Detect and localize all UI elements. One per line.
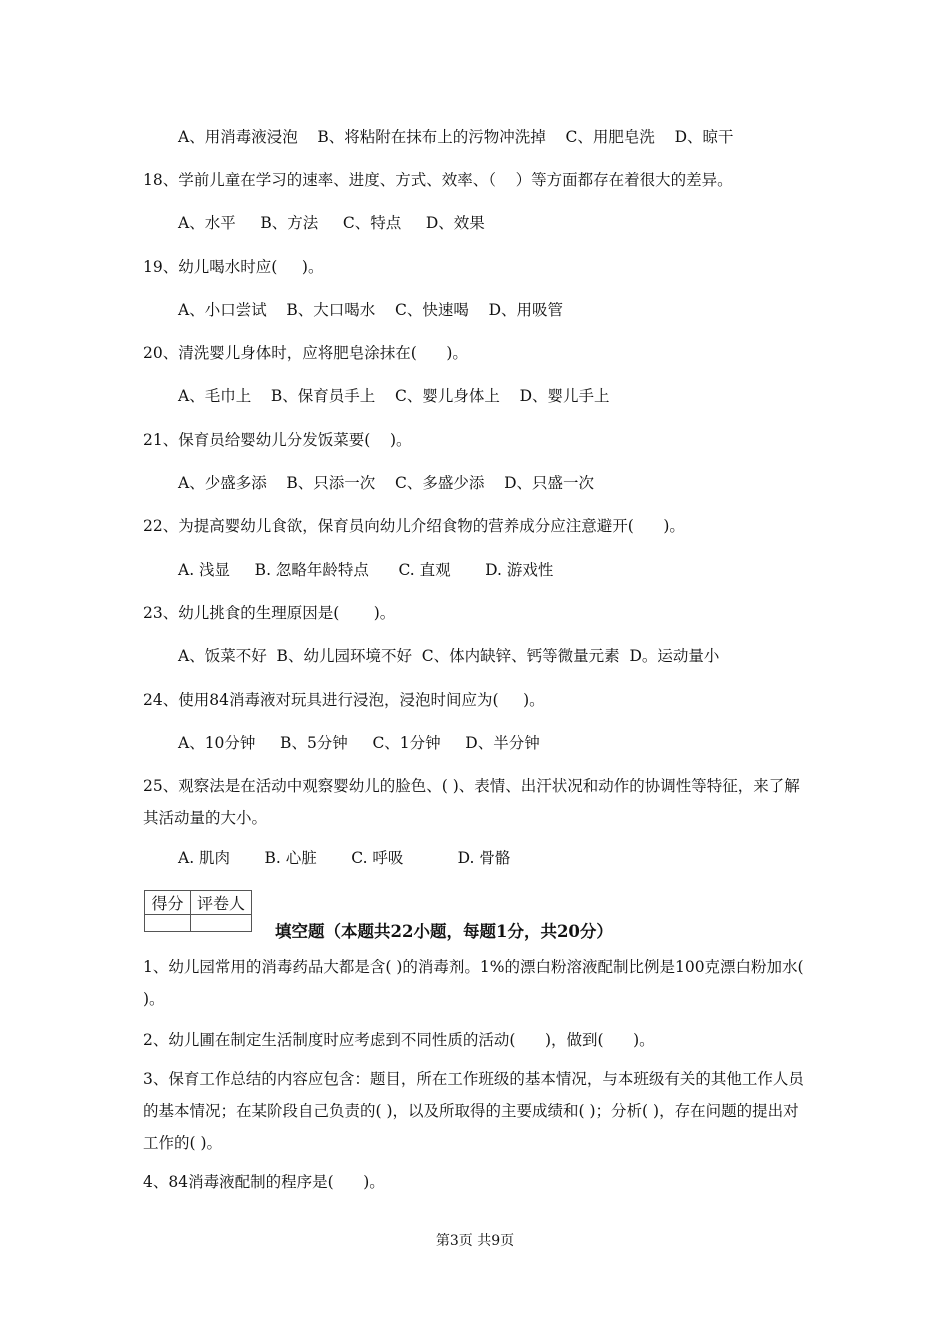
question-paragraph: 25、观察法是在活动中观察婴幼儿的脸色、( )、表情、出汗状况和动作的协调性等特征，来了解其活动量的大小。 (143, 777, 800, 827)
grader-label: 评卷人 (191, 891, 251, 915)
grader-cell (191, 915, 251, 931)
question-text: 18、学前儿童在学习的速率、进度、方式、效率、（ ）等方面都存在着很大的差异。 (143, 171, 733, 189)
answer-options: A. 肌肉 B. 心脏 C. 呼吸 D. 骨骼 (178, 849, 511, 867)
answer-options: A. 浅显 B. 忽略年龄特点 C. 直观 D. 游戏性 (178, 561, 554, 579)
answer-options: A、少盛多添 B、只添一次 C、多盛少添 D、只盛一次 (178, 474, 594, 492)
question-text: 21、保育员给婴幼儿分发饭菜要( )。 (143, 431, 412, 449)
answer-options: A、10分钟 B、5分钟 C、1分钟 D、半分钟 (178, 734, 540, 752)
question-text: 23、幼儿挑食的生理原因是( )。 (143, 604, 396, 622)
answer-options: A、毛巾上 B、保育员手上 C、婴儿身体上 D、婴儿手上 (178, 387, 610, 405)
section-title: 填空题（本题共22小题，每题1分，共20分） (275, 922, 613, 941)
question-text: 4、84消毒液配制的程序是( )。 (143, 1173, 385, 1191)
answer-options: A、饭菜不好 B、幼儿园环境不好 C、体内缺锌、钙等微量元素 D。运动量小 (178, 647, 720, 665)
score-table (144, 890, 252, 932)
question-text: 2、幼儿圃在制定生活制度时应考虑到不同性质的活动( )，做到( )。 (143, 1031, 655, 1049)
page-footer: 第3页 共9页 (435, 1233, 515, 1249)
answer-options: A、水平 B、方法 C、特点 D、效果 (178, 214, 485, 232)
score-cell (145, 915, 191, 931)
question-paragraph: 3、保育工作总结的内容应包含：题目，所在工作班级的基本情况，与本班级有关的其他工作人员的基本情况；在某阶段自己负责的( )，以及所取得的主要成绩和( )；分析( )，存在问题的提出对工作的( )。 (143, 1070, 804, 1152)
question-text: 24、使用84消毒液对玩具进行浸泡，浸泡时间应为( )。 (143, 691, 545, 709)
score-label: 得分 (145, 891, 191, 915)
question-text: 22、为提高婴幼儿食欲，保育员向幼儿介绍食物的营养成分应注意避开( )。 (143, 517, 685, 535)
question-paragraph: 1、幼儿园常用的消毒药品大都是含( )的消毒剂。1%的漂白粉溶液配制比例是100克漂白粉加水( )。 (143, 958, 804, 1008)
question-text: 20、清洗婴儿身体时，应将肥皂涂抹在( )。 (143, 344, 468, 362)
answer-options: A、小口尝试 B、大口喝水 C、快速喝 D、用吸管 (178, 301, 563, 319)
answer-options: A、用消毒液浸泡 B、将粘附在抹布上的污物冲洗掉 C、用肥皂洗 D、晾干 (178, 128, 734, 146)
question-text: 19、幼儿喝水时应( )。 (143, 258, 324, 276)
